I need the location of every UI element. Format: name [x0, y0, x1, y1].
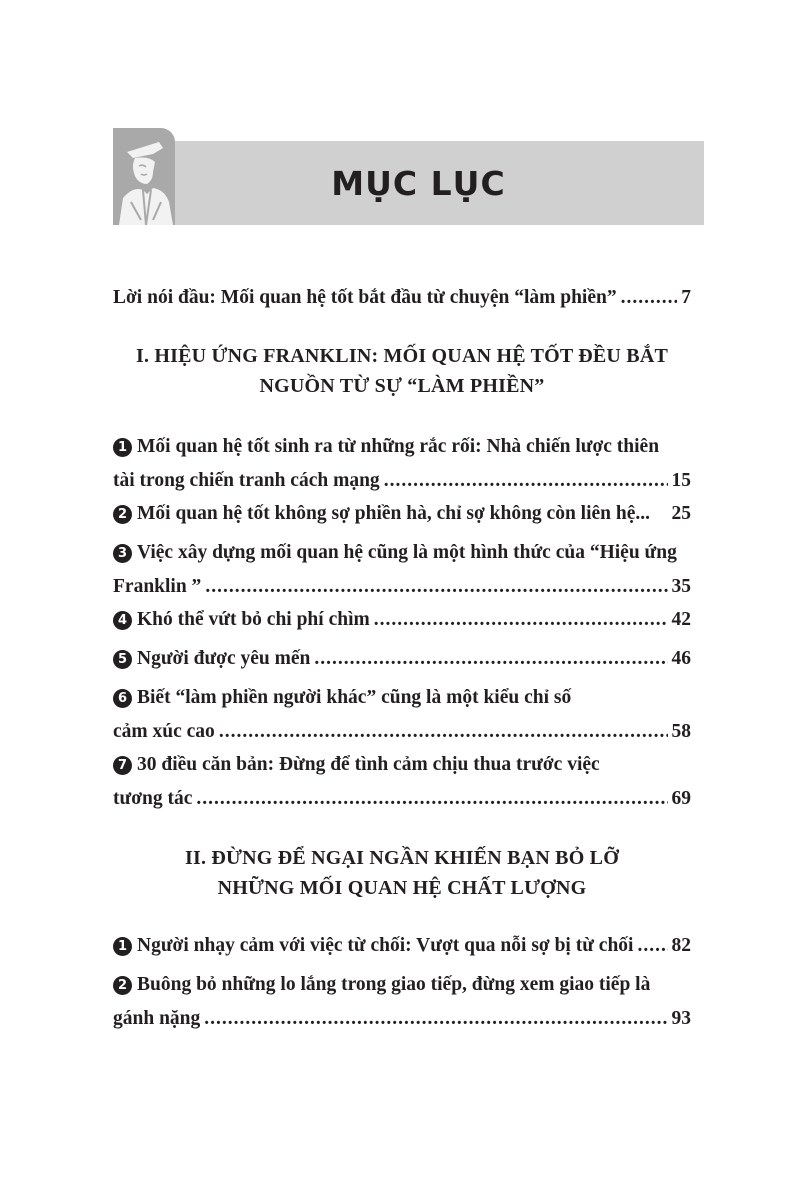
dot-leader [621, 281, 678, 315]
dot-leader [637, 929, 667, 963]
toc-entry-page: 35 [671, 576, 691, 597]
dot-leader [384, 464, 668, 498]
toc-entry[interactable] [113, 642, 691, 676]
number-bullet-icon: 7 [113, 756, 132, 775]
dot-leader [314, 642, 667, 676]
toc-entry-title: Người nhạy cảm với việc từ chối: Vượt qua nỗi sợ bị từ chối [137, 935, 634, 956]
number-bullet-icon: 6 [113, 689, 132, 708]
toc-entry[interactable] [113, 497, 691, 531]
toc-entry-title-cont: gánh nặng [113, 1008, 201, 1029]
toc-entry-intro[interactable] [113, 281, 691, 315]
toc-entry-title: Mối quan hệ tốt sinh ra từ những rắc rối: Nhà chiến lược thiên [137, 436, 660, 457]
page-title: MỤC LỤC [331, 163, 506, 203]
dot-leader [205, 570, 667, 604]
toc-entry-page: 58 [671, 721, 691, 742]
number-bullet-icon: 1 [113, 438, 132, 457]
number-bullet-icon: 1 [113, 937, 132, 956]
toc-entry-page: 93 [671, 1008, 691, 1029]
section-heading-line: NGUỒN TỪ SỰ “LÀM PHIỀN” [259, 375, 545, 397]
section-heading-line: II. ĐỪNG ĐỂ NGẠI NGẦN KHIẾN BẠN BỎ LỠ [185, 847, 619, 869]
toc-entry-title: Khó thể vứt bỏ chi phí chìm [137, 609, 370, 630]
section-heading-2 [113, 843, 691, 903]
toc-entry[interactable] [113, 968, 691, 1036]
toc-entry[interactable] [113, 536, 691, 604]
number-bullet-icon: 4 [113, 611, 132, 630]
toc-entry-page: 15 [671, 470, 691, 491]
toc-entry-title-cont: cảm xúc cao [113, 721, 215, 742]
toc-entry-title: 30 điều căn bản: Đừng để tình cảm chịu thua trước việc [137, 754, 600, 775]
toc-entry-page: 82 [671, 935, 691, 956]
toc-entry[interactable] [113, 929, 691, 963]
toc-entry-title-cont: tương tác [113, 788, 193, 809]
section-heading-line: I. HIỆU ỨNG FRANKLIN: MỐI QUAN HỆ TỐT ĐỀU BẮT [135, 345, 669, 367]
toc-entry-title: Biết “làm phiền người khác” cũng là một kiểu chỉ số [137, 687, 572, 708]
toc-entry-page: 7 [681, 287, 691, 308]
toc-entry-title: Buông bỏ những lo lắng trong giao tiếp, đừng xem giao tiếp là [137, 974, 651, 995]
toc-entry-title-cont: Franklin ” [113, 576, 202, 597]
number-bullet-icon: 3 [113, 544, 132, 563]
toc-entry-title: Việc xây dựng mối quan hệ cũng là một hình thức của “Hiệu ứng [137, 542, 677, 563]
toc-entry-page: 25 [671, 503, 691, 524]
toc-entry[interactable] [113, 681, 691, 749]
toc-entry-title: Người được yêu mến [137, 648, 311, 669]
dot-leader [204, 1002, 667, 1036]
toc-entry[interactable] [113, 430, 691, 498]
toc-entry-title: Lời nói đầu: Mối quan hệ tốt bắt đầu từ chuyện “làm phiền” [113, 287, 617, 308]
toc-entry-title-cont: tài trong chiến tranh cách mạng [113, 470, 380, 491]
toc-entry-page: 46 [671, 648, 691, 669]
toc-entry-title: Mối quan hệ tốt không sợ phiền hà, chỉ sợ không còn liên hệ... [137, 503, 651, 524]
toc-entry-page: 69 [671, 788, 691, 809]
dot-leader [374, 603, 668, 637]
dot-leader [196, 782, 667, 816]
section-heading-1 [113, 341, 691, 401]
number-bullet-icon: 2 [113, 976, 132, 995]
toc-entry-page: 42 [671, 609, 691, 630]
toc-entry[interactable] [113, 748, 691, 816]
number-bullet-icon: 2 [113, 505, 132, 524]
section-heading-line: NHỮNG MỐI QUAN HỆ CHẤT LƯỢNG [217, 877, 587, 899]
toc-entry[interactable] [113, 603, 691, 637]
dot-leader [219, 715, 668, 749]
number-bullet-icon: 5 [113, 650, 132, 669]
